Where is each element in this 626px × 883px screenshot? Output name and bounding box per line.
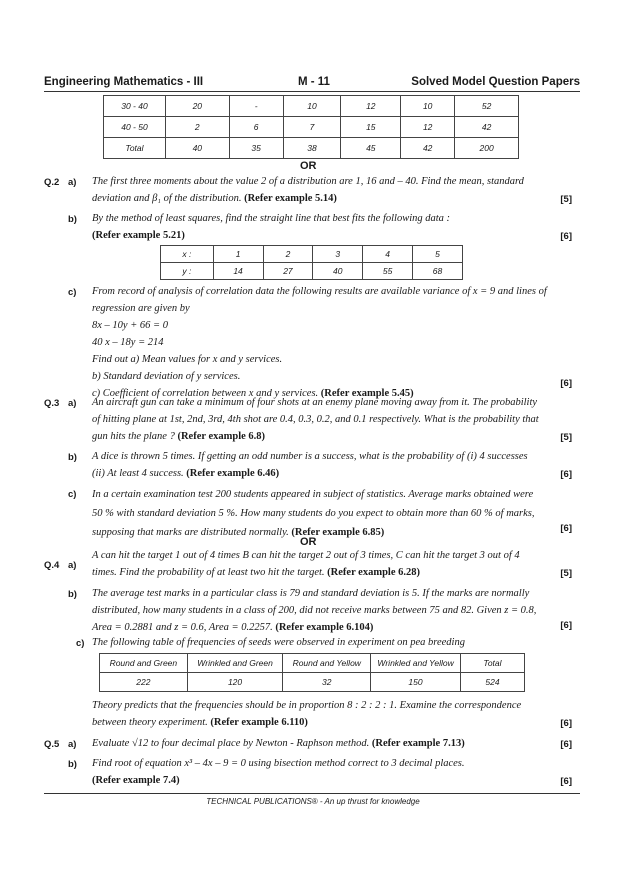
text-segment: between theory experiment. — [92, 717, 208, 728]
table-cell: 5 — [413, 246, 463, 263]
reference: (Refer example 6.8) — [177, 431, 266, 442]
text-line: In a certain examination test 200 students appeared in subject of statistics. Average marks obtained were — [92, 489, 534, 500]
text-line: regression are given by — [92, 303, 190, 314]
question-number: Q.5 — [44, 739, 60, 750]
table-cell: Wrinkled and Yellow — [371, 654, 461, 673]
text-line: 8x – 10y + 66 = 0 — [92, 320, 168, 331]
text-segment: times. Find the probability of at least two hit the target. — [92, 567, 325, 578]
or-divider: OR — [300, 536, 317, 548]
table-cell: x : — [161, 246, 214, 263]
question-text — [92, 585, 536, 636]
table-cell: 2 — [263, 246, 313, 263]
marks: [6] — [560, 523, 572, 534]
xy-table — [160, 245, 463, 280]
question-text — [92, 394, 539, 445]
text-line: From record of analysis of correlation data the following results are available variance of x = 9 and lines of — [92, 286, 547, 297]
marks: [6] — [560, 620, 572, 631]
question-number: Q.4 — [44, 560, 60, 571]
text-line: A can hit the target 1 out of 4 times B can hit the target 2 out of 3 times, C can hit the target 3 out of 4 — [92, 550, 520, 561]
table-cell: 524 — [460, 673, 524, 692]
marks: [6] — [560, 469, 572, 480]
text-line: of hitting plane at 1st, 2nd, 3rd, 4th shot are 0.4, 0.3, 0.2, and 0.1 respectively. What is the probability that — [92, 414, 539, 425]
table-cell: 7 — [283, 117, 341, 138]
part-label: b) — [68, 452, 77, 463]
table-cell: 10 — [283, 96, 341, 117]
header-right: Solved Model Question Papers — [411, 76, 580, 88]
table-cell: 38 — [283, 138, 341, 159]
part-label: c) — [68, 287, 77, 298]
table-cell: 1 — [213, 246, 263, 263]
footer-rule — [44, 793, 580, 794]
table-cell: Wrinkled and Green — [187, 654, 283, 673]
text-segment: (ii) At least 4 success. — [92, 468, 184, 479]
part-label: a) — [68, 398, 77, 409]
table-cell: 40 — [313, 263, 363, 280]
text-segment: Area = 0.2881 and z = 0.6, Area = 0.2257. — [92, 622, 273, 633]
part-label: c) — [68, 489, 77, 500]
reference: (Refer example 6.28) — [327, 567, 420, 578]
table-cell: Round and Yellow — [283, 654, 371, 673]
table-cell: 15 — [341, 117, 401, 138]
table-row — [104, 117, 519, 138]
marks: [5] — [560, 568, 572, 579]
table-row — [100, 654, 525, 673]
reference: (Refer example 6.46) — [186, 468, 280, 479]
text-line — [92, 714, 521, 731]
text-line: The first three moments about the value 2 of a distribution are 1, 16 and – 40. Find the mean, standard — [92, 176, 524, 187]
table-row — [100, 673, 525, 692]
table-cell: 42 — [455, 117, 519, 138]
footer: TECHNICAL PUBLICATIONS® - An up thrust for knowledge — [206, 797, 420, 806]
reference: (Refer example 6.104) — [275, 622, 374, 633]
text-line — [92, 190, 524, 207]
table-row — [104, 96, 519, 117]
table-cell: 120 — [187, 673, 283, 692]
or-divider: OR — [300, 160, 317, 172]
text-segment: gun hits the plane ? — [92, 431, 175, 442]
reference: (Refer example 7.13) — [371, 738, 465, 749]
question-text — [92, 755, 465, 789]
reference: (Refer example 5.45) — [320, 388, 414, 399]
marks: [5] — [560, 432, 572, 443]
reference: (Refer example 7.4) — [92, 775, 180, 786]
header-left: Engineering Mathematics - III — [44, 76, 204, 88]
marks: [5] — [560, 194, 572, 205]
table-row — [104, 138, 519, 159]
text-line — [92, 772, 465, 789]
table-cell: 12 — [341, 96, 401, 117]
text-line: By the method of least squares, find the straight line that best fits the following data : — [92, 213, 451, 224]
question-text — [92, 283, 547, 402]
reference: (Refer example 5.21) — [92, 230, 185, 241]
table-cell: 20 — [165, 96, 229, 117]
table-cell: Total — [104, 138, 166, 159]
question-text — [92, 485, 535, 542]
marks: [6] — [560, 776, 572, 787]
text-segment: Evaluate √12 to four decimal place by Newton - Raphson method. — [92, 738, 370, 749]
seed-frequency-table — [99, 653, 525, 692]
text-line: Find root of equation x³ – 4x – 9 = 0 using bisection method correct to 3 decimal places. — [92, 758, 465, 769]
part-label: b) — [68, 589, 77, 600]
header-rule — [44, 91, 580, 92]
part-label: a) — [68, 739, 77, 750]
text-segment: c) Coefficient of correlation between x and y services. — [92, 388, 319, 399]
text-segment: deviation and β₁ of the distribution. — [92, 193, 242, 204]
table-cell: 3 — [313, 246, 363, 263]
question-text — [92, 547, 520, 581]
marks: [6] — [560, 739, 572, 750]
part-label: a) — [68, 177, 77, 188]
table-cell: 27 — [263, 263, 313, 280]
table-cell: 200 — [455, 138, 519, 159]
question-number: Q.2 — [44, 177, 60, 188]
table-cell: 42 — [401, 138, 455, 159]
text-segment: supposing that marks are distributed normally. — [92, 527, 289, 538]
text-line: Theory predicts that the frequencies should be in proportion 8 : 2 : 2 : 1. Examine the correspondence — [92, 700, 522, 711]
question-number: Q.3 — [44, 398, 60, 409]
question-text — [92, 697, 521, 731]
reference: (Refer example 6.110) — [210, 717, 308, 728]
reference: (Refer example 6.85) — [291, 527, 385, 538]
table-cell: 10 — [401, 96, 455, 117]
question-text — [92, 735, 465, 752]
table-cell: 45 — [341, 138, 401, 159]
table-cell: 2 — [165, 117, 229, 138]
question-text — [92, 634, 465, 651]
question-text — [92, 173, 524, 207]
text-line: 40 x – 18y = 214 — [92, 337, 164, 348]
marks: [6] — [560, 718, 572, 729]
table-row — [161, 263, 463, 280]
top-table — [103, 95, 519, 159]
part-label: b) — [68, 214, 77, 225]
reference: (Refer example 5.14) — [244, 193, 337, 204]
part-label: b) — [68, 759, 77, 770]
table-cell: 32 — [283, 673, 371, 692]
text-line: An aircraft gun can take a minimum of four shots at an enemy plane moving away from it. The probability — [92, 397, 538, 408]
table-cell: 40 — [165, 138, 229, 159]
text-line: 50 % with standard deviation 5 %. How many students do you expect to obtain more than 60 % of marks, — [92, 508, 535, 519]
text-line — [92, 564, 520, 581]
text-line: A dice is thrown 5 times. If getting an odd number is a success, what is the probability of (i) 4 successes — [92, 451, 528, 462]
table-cell: 12 — [401, 117, 455, 138]
table-cell: 52 — [455, 96, 519, 117]
table-cell: Total — [460, 654, 524, 673]
table-cell: 222 — [100, 673, 188, 692]
question-text — [92, 448, 528, 482]
text-line — [92, 428, 539, 445]
question-text — [92, 210, 450, 244]
table-cell: - — [229, 96, 283, 117]
table-cell: y : — [161, 263, 214, 280]
text-line — [92, 735, 465, 752]
table-cell: Round and Green — [100, 654, 188, 673]
part-label: c) — [76, 638, 85, 649]
table-cell: 4 — [363, 246, 413, 263]
text-line — [92, 227, 450, 244]
table-cell: 40 - 50 — [104, 117, 166, 138]
text-line: distributed, how many students in a class of 200, did not receive marks between 75 and 82. Given z = 0.8, — [92, 605, 537, 616]
header-center: M - 11 — [298, 76, 330, 88]
text-line: Find out a) Mean values for x and y services. — [92, 354, 283, 365]
marks: [6] — [560, 231, 572, 242]
table-cell: 150 — [371, 673, 461, 692]
text-line: The following table of frequencies of seeds were observed in experiment on pea breeding — [92, 637, 465, 648]
table-cell: 68 — [413, 263, 463, 280]
table-cell: 6 — [229, 117, 283, 138]
text-line: The average test marks in a particular class is 79 and standard deviation is 5. If the marks are normally — [92, 588, 530, 599]
marks: [6] — [560, 378, 572, 389]
text-line — [92, 465, 528, 482]
table-cell: 14 — [213, 263, 263, 280]
part-label: a) — [68, 560, 77, 571]
table-cell: 55 — [363, 263, 413, 280]
table-cell: 30 - 40 — [104, 96, 166, 117]
table-row — [161, 246, 463, 263]
text-line: b) Standard deviation of y services. — [92, 371, 241, 382]
table-cell: 35 — [229, 138, 283, 159]
